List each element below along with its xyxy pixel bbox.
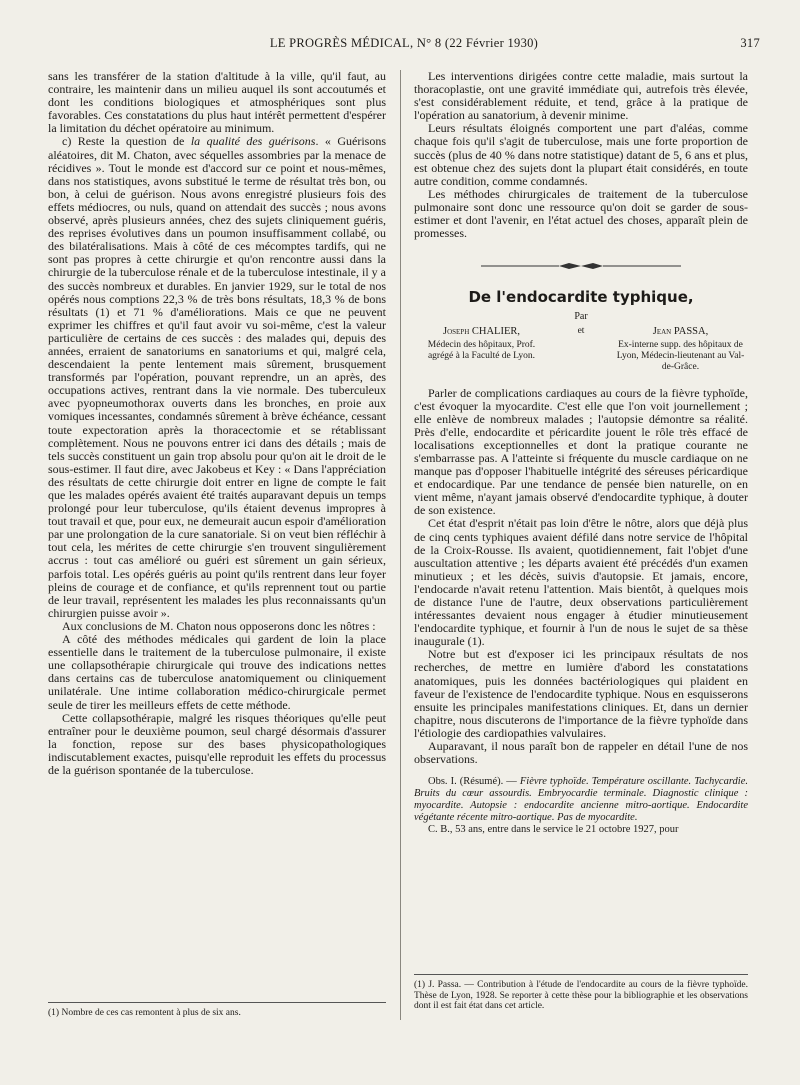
paragraph: Leurs résultats éloignés comportent une part d'aléas, comme chaque fois qu'il s'agit de tuberculose, mais une forte proportion de succès (plus de 40 % dans notre statistique) datant de 5, 6 ans et plus, est obtenue chez des sujets dont la plupart était considérés, en toute autre condition, comme condamnés. [414,121,748,188]
paragraph: Auparavant, il nous paraît bon de rappeler en détail l'une de nos observations. [414,739,748,767]
ornament-divider [414,260,748,273]
paragraph: Les méthodes chirurgicales de traitement de la tuberculose pulmonaire sont donc une ressource qu'on doit se garder de sous-estimer et dont l'avenir, en l'état actuel des choses, apparaît plein de promesses. [414,186,748,241]
byline-par: Par [574,311,588,323]
paragraph: Notre but est d'exposer ici les principaux résultats de nos recherches, de mettre en lumière d'abord les constatations anatomiques, puis les données bactériologiques qui plaident en faveur de l'existence de l'endocardite typhique. Nous en esquisserons ensuite les principales manifestations cliniques. Et, dans un dernier chapitre, nous discuterons de l'importance de la fièvre typhoïde dans l'étiologie des cardiopathies valvulaires. [414,647,748,740]
paragraph: Cet état d'esprit n'était pas loin d'être le nôtre, alors que déjà plus de cinq cents typhiques avaient défilé dans notre service de l'hôpital de la Croix-Rousse. Ils avaient, quotidiennement, fait l'objet d'une auscultation attentive ; les départs avaient été précédés d'un examen minutieux ; et les décès, suivis d'autopsie. Et jamais, encore, l'endocarde n'avait retenu l'attention. Mais bientôt, à quelques mois de distance l'une de l'autre, deux observations particulièrement intéressantes devaient nous engager à étudier minutieusement l'endocardite typhique, et fournir à l'un de nous le sujet de sa thèse inaugurale (1). [414,516,748,649]
paragraph: Cette collapsothérapie, malgré les risques théoriques qu'elle peut entraîner pour le deuxième poumon, seul chargé désormais d'assurer la fonction, repose sur des bases physicopathologiques indiscutablement exactes, puisqu'elle reproduit les effets du processus de la guérison spontanée de la tuberculose. [48,710,386,777]
paragraph: A côté des méthodes médicales qui gardent de loin la place essentielle dans le traitement de la tuberculose pulmonaire, il existe une collapsothérapie chirurgicale qui trouve des indications nettes dans certains cas de tuberculose anatomiquement ou cliniquement unilatérale. Une intime collaboration médico-chirurgicale permet seule de tirer les meilleurs effets de cette méthode. [48,632,386,712]
ornament-icon [481,262,681,270]
observation-case: C. B., 53 ans, entre dans le service le 21 octobre 1927, pour [428,824,679,836]
footnote: (1) Nombre de ces cas remontent à plus de six ans. [48,1008,241,1018]
footnote-rule [414,974,748,975]
paragraph: Aux conclusions de M. Chaton nous opposerons donc les nôtres : [62,618,376,633]
footnote-rule [48,1002,386,1003]
right-column [414,70,748,836]
left-column [48,70,386,777]
paragraph: sans les transférer de la station d'altitude à la ville, qu'il faut, au contraire, les maintenir dans un milieu auquel ils sont accoutumés et dont les conditions biologiques et atmosphériques sont plus favorables. Ces constatations du plus haut intérêt permettent d'espérer la limitation du déchet opératoire au minimum. [48,69,386,136]
observation-block [414,776,748,836]
authors-block [414,326,748,373]
column-divider [400,70,401,1020]
article-title: De l'endocardite typhique, [468,288,694,307]
paragraph: Les interventions dirigées contre cette maladie, mais surtout la thoracoplastie, ont une gravité immédiate qui, autrefois très élevée, s'est considérablement réduite, et tend, grâce à la pratique de l'opération au sanatorium, à devenir minime. [414,69,748,123]
running-header [48,36,760,54]
author-name: Jean PASSA, [652,325,709,337]
author-affiliation: Ex-interne supp. des hôpitaux de Lyon, Médecin-lieutenant au Val-de-Grâce. [616,339,745,372]
footnote: (1) J. Passa. — Contribution à l'étude de l'endocardite au cours de la fièvre typhoïde. Thèse de Lyon, 1928. Se reporter à cette thèse pour la bibliographie et les observations dont il est fait état dans cet article. [414,980,748,1011]
paragraph-quality: c) Reste la question de la qualité des guérisons. « Guérisons aléatoires, dit M. Chaton, avec séquelles assombries par la menace de récidives ». Tout le monde est d'accord sur ce point et nous-mêmes, dans nos statistiques, avons substitué le terme de résultat très bon, ou bon, à celui de guérison. Nous avons enregistré plusieurs fois des effets médiocres, ou nuls, quand on attendait des succès ; nous avons observé, après plusieurs années, chez des sujets cliniquement guéris, des reprises évolutives dans un poumon insuffisamment collabé, ou des bilatéralisations. Mais à côté de ces mécomptes tardifs, qui ne sont pas propres à cette chirurgie et qu'on rencontre aussi dans la chirurgie de la tuberculose rénale et de la tuberculose intestinale, il y a des succès nombreux et durables. En janvier 1929, sur le total de nos opérés nous comptions 22,3 % de très bons résultats, 18,3 % de bons résultats (1) et 71 % d'améliorations. Mais ce que ne peuvent exprimer les chiffres et qu'il faut avoir vu soi-même, c'est la valeur particulière de certains de ces succès : des malades qui, depuis des années, erraient de sanatoriums en sanatoriums et qui, malgré cela, descendaient la pente lentement mais sûrement, brusquement transformés par l'opération, pouvant reprendre, un an après, des occupations actives, rentrant dans la vie normale. Des tuberculeux avec pyopneumothorax ouverts dans les bronches, en proie aux vomiques incessantes, condamnés sûrement à brève échéance, cessant toute expectoration après la thoracectomie et se rétablissant complètement. Nous ne pouvons entrer ici dans des détails ; mais de tels succès constituent un gain trop absolu pour qu'on ait le droit de le sous-estimer. Il faut dire, avec Jakobeus et Key : « Dans l'appréciation des résultats de cette chirurgie doit entrer en ligne de compte le fait que les malades opérés avaient été traités auparavant depuis un temps prolongé pour leur tuberculose, qu'ils étaient devenus impropres à tout travail et que, pour eux, ne demeurait aucun espoir d'amélioration par une prolongation de la cure sanatoriale. Si on veut bien réfléchir à tout cela, les mérites de cette chirurgie s'en trouvent singulièrement accrus : tout cas amélioré ou guéri est sûrement un gain sérieux, parfois total. Les opérés guéris au point qu'ils rentrent dans leur foyer pleins de courage et de confiance, et qu'ils reprennent tout ou partie de leur travail, représentent les malades les plus reconnaissants qu'un chirurgien puisse avoir ». [48,134,386,620]
page-number: 317 [740,36,760,50]
author-2 [613,326,748,373]
paragraph: Parler de complications cardiaques au cours de la fièvre typhoïde, c'est évoquer la myocardite. C'est elle que l'on voit journellement ; elle enlève de nombreux malades ; l'autopsie démontre sa réalité. Près d'elle, endocardite et péricardite jouent le rôle très effacé de localisations exceptionnelles et dont la pratique courante ne s'embarrasse pas. A l'atteinte si fréquente du muscle cardiaque on ne manque pas d'opposer l'habituelle intégrité des séreuses péricardique et endocardique. Par une tendance de pensée bien naturelle, on en vient même, n'ayant jamais observé d'endocardite typhique, à douter de son existence. [414,385,748,518]
author-1 [414,326,549,373]
author-name: Joseph CHALIER, [442,325,520,337]
journal-title: LE PROGRÈS MÉDICAL, N° 8 (22 Février 1930) [269,36,539,50]
author-affiliation: Médecin des hôpitaux, Prof. agrégé à la Faculté de Lyon. [427,339,536,361]
author-conjunction: et [577,325,585,336]
observation-summary: Obs. I. (Résumé). — Fièvre typhoïde. Température oscillante. Tachycardie. Bruits du cœur assourdis. Embryocardie terminale. Diagnostic clinique : myocardite. Autopsie : endocardite ancienne mitro-aortique. Endocardite végétante récente mitro-aortique. Pas de myocardite. [414,776,748,824]
